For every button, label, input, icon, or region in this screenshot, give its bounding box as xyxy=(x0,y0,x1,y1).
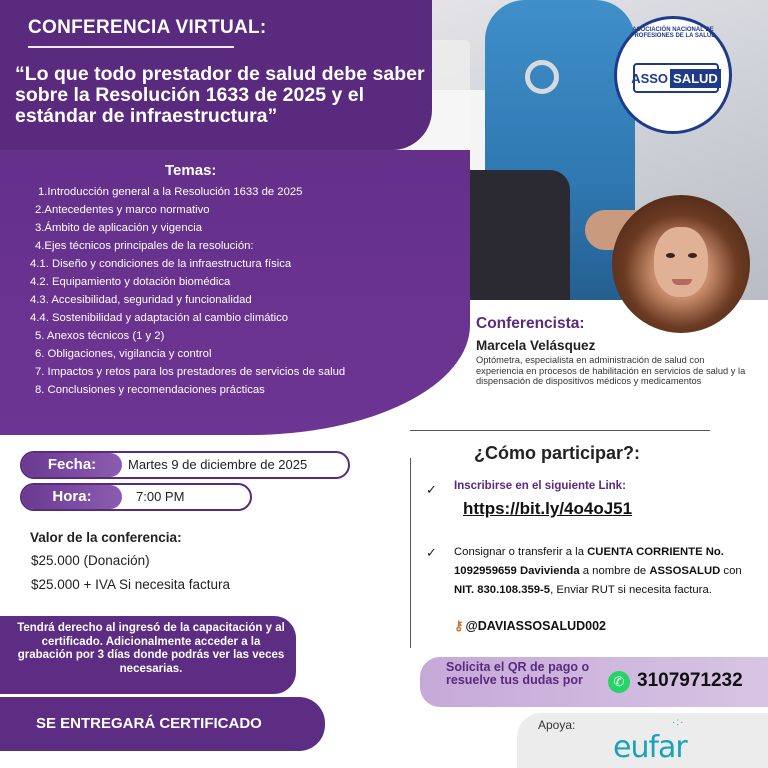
time-value: 7:00 PM xyxy=(136,489,185,504)
account-holder: ASSOSALUD xyxy=(649,565,721,577)
topic-item: 4.2. Equipamiento y dotación biomédica xyxy=(30,276,231,288)
nit-number: NIT. 830.108.359-5 xyxy=(454,584,551,596)
registration-link[interactable]: https://bit.ly/4o4oJ51 xyxy=(463,499,633,518)
topic-item: 4.Ejes técnicos principales de la resolución: xyxy=(35,240,254,252)
speaker-lips xyxy=(672,279,692,285)
register-label: Inscribirse en el siguiente Link: xyxy=(454,480,626,492)
logo-salud-text: SALUD xyxy=(670,69,721,88)
topic-item: 3.Ámbito de aplicación y vigencia xyxy=(35,222,203,234)
phone-number[interactable]: 3107971232 xyxy=(637,670,743,691)
topic-item: 2.Antecedentes y marco normativo xyxy=(35,204,210,216)
speaker-face xyxy=(654,227,708,297)
topic-item: 1.Introducción general a la Resolución 1633 de 2025 xyxy=(38,186,303,198)
payment-text: a nombre de xyxy=(579,565,650,577)
sponsor-logo-dots: ·:· xyxy=(672,717,685,728)
price-title: Valor de la conferencia: xyxy=(30,530,182,545)
date-pill xyxy=(20,451,350,479)
logo-wordmark xyxy=(633,63,719,93)
logo-asso-text: ASSO xyxy=(631,70,669,86)
speaker-eye xyxy=(666,253,675,258)
time-pill xyxy=(20,483,252,511)
sponsor-logo: eufar xyxy=(613,730,687,765)
topic-item: 8. Conclusiones y recomendaciones prácticas xyxy=(35,384,265,396)
topics-list xyxy=(0,183,420,399)
speaker-photo xyxy=(612,195,750,333)
date-label: Fecha: xyxy=(22,453,122,477)
topic-item: 5. Anexos técnicos (1 y 2) xyxy=(35,330,165,342)
payment-text: con xyxy=(720,565,742,577)
speaker-label: Conferencista: xyxy=(476,315,585,332)
speaker-name: Marcela Velásquez xyxy=(476,338,596,353)
whatsapp-icon: ✆ xyxy=(608,671,630,693)
sponsor-label: Apoya: xyxy=(538,718,576,732)
check-icon: ✓ xyxy=(426,482,437,497)
time-label: Hora: xyxy=(22,485,122,509)
payment-text: Consignar o transferir a la xyxy=(454,546,588,558)
column-divider xyxy=(410,458,411,648)
page-title: “Lo que todo prestador de salud debe saber sobre la Resolución 1633 de 2025 y el estándar de infraestructura” xyxy=(15,63,425,127)
logo-ring-text: ASOCIACIÓN NACIONAL DE PROFESIONES DE LA SALUD xyxy=(630,27,716,39)
payment-text: , Enviar RUT si necesita factura. xyxy=(550,584,712,596)
topic-item: 4.3. Accesibilidad, seguridad y funcionalidad xyxy=(30,294,252,306)
header-divider xyxy=(28,46,234,48)
topics-title: Temas: xyxy=(165,162,217,179)
photo-stethoscope xyxy=(525,60,559,94)
certificate-banner: SE ENTREGARÁ CERTIFICADO xyxy=(0,697,325,751)
key-icon: ⚷ xyxy=(454,618,464,633)
bank-account: CUENTA CORRIENTE No. 1092959659 Davivienda xyxy=(454,546,724,577)
participate-title: ¿Cómo participar?: xyxy=(474,443,641,463)
topic-item: 6. Obligaciones, vigilancia y control xyxy=(35,348,212,360)
date-value: Martes 9 de diciembre de 2025 xyxy=(128,457,308,472)
check-icon: ✓ xyxy=(426,545,437,560)
handle-text: @DAVIASSOSALUD002 xyxy=(465,619,606,633)
contact-text: Solicita el QR de pago o resuelve tus dudas por xyxy=(446,660,590,687)
section-divider xyxy=(410,430,710,431)
benefit-notice: Tendrá derecho al ingresó de la capacitación y al certificado. Adicionalmente acceder a la grabación por 3 días donde podrás ver las veces necesarias. xyxy=(0,616,296,694)
topic-item: 4.1. Diseño y condiciones de la infraestructura física xyxy=(30,258,292,270)
speaker-eye xyxy=(688,253,697,258)
price-donation: $25.000 (Donación) xyxy=(31,553,150,568)
payment-handle xyxy=(454,618,606,634)
price-with-vat: $25.000 + IVA Si necesita factura xyxy=(31,577,231,592)
topic-item: 7. Impactos y retos para los prestadores de servicios de salud xyxy=(35,366,346,378)
event-type-label: CONFERENCIA VIRTUAL: xyxy=(28,17,267,38)
payment-instructions xyxy=(454,543,754,600)
topic-item: 4.4. Sostenibilidad y adaptación al cambio climático xyxy=(30,312,289,324)
speaker-description: Optómetra, especialista en administración de salud con experiencia en procesos de habilitación en servicios de salud y la dispensación de dispositivos médicos y medicamentos xyxy=(476,355,746,386)
assosalud-logo xyxy=(614,16,732,134)
